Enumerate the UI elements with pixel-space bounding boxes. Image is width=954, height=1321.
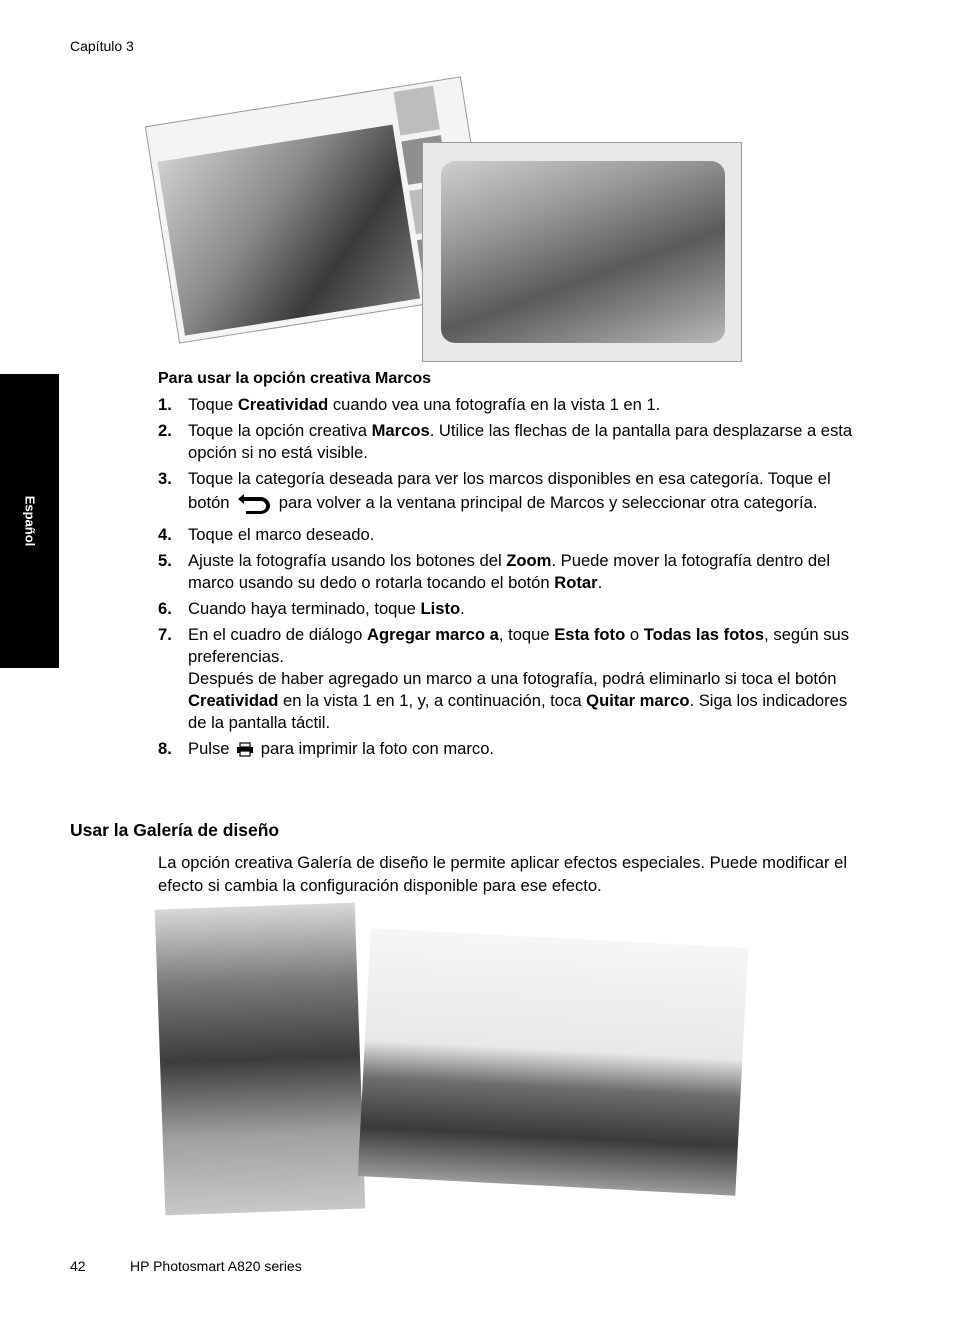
step-5: 5. Ajuste la fotografía usando los botones del Zoom. Puede mover la fotografía dentro del marco usando su dedo o rotarla tocando el botón Rotar. xyxy=(158,551,831,592)
frames-photo-right xyxy=(422,142,742,362)
step-1: 1. Toque Creatividad cuando vea una fotografía en la vista 1 en 1. xyxy=(158,395,661,414)
side-tab-label: Español xyxy=(22,495,37,547)
gallery-photo-right xyxy=(358,928,748,1195)
step-8: 8. Pulse para imprimir la foto con marco. xyxy=(158,738,870,763)
back-arrow-icon xyxy=(236,490,272,520)
step-7: 7. En el cuadro de diálogo Agregar marco a, toque Esta foto o Todas las fotos, según sus preferencias. Después de haber agregado un marco a una fotografía, podrá eliminarlo si toca el botón Creatividad en la vista 1 en 1, y, a continuación, toca Quitar marco. Siga los indicadores de la pantalla táctil. xyxy=(158,625,850,732)
footer-page-number: 42 xyxy=(70,1258,86,1274)
frames-section-heading: Para usar la opción creativa Marcos xyxy=(158,370,432,387)
gallery-photo-left xyxy=(155,903,366,1216)
print-icon xyxy=(236,741,254,763)
step-2: 2. Toque la opción creativa Marcos. Utilice las flechas de la pantalla para desplazarse a esta opción si no está visible. xyxy=(158,421,853,462)
gallery-intro: La opción creativa Galería de diseño le permite aplicar efectos especiales. Puede modificar el efecto si cambia la configuración disponible para ese efecto. xyxy=(158,853,848,895)
step-6: 6. Cuando haya terminado, toque Listo. xyxy=(158,599,465,618)
step-3: 3. Toque la categoría deseada para ver los marcos disponibles en esa categoría. Toque el botón para volver a la ventana principal de Marcos y seleccionar otra categoría. xyxy=(158,468,870,520)
gallery-section-heading: Usar la Galería de diseño xyxy=(70,820,280,840)
frames-steps-list xyxy=(158,394,870,767)
chapter-header: Capítulo 3 xyxy=(70,38,134,54)
language-side-tab xyxy=(0,374,59,668)
step-4: 4. Toque el marco deseado. xyxy=(158,525,375,544)
footer-product-name: HP Photosmart A820 series xyxy=(130,1258,302,1274)
